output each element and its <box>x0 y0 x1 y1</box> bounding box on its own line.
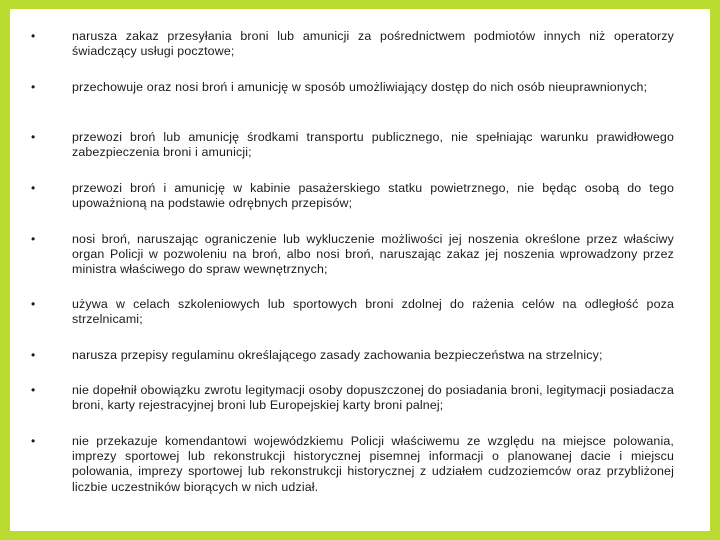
bullet-point-icon: • <box>31 80 36 94</box>
list-item-text: przewozi broń lub amunicję środkami transportu publicznego, nie spełniając warunku prawidłowego zabezpieczenia broni i amunicji; <box>72 130 674 160</box>
list-item-text: nie dopełnił obowiązku zwrotu legitymacji osoby dopuszczonej do posiadania broni, legitymacji posiadacza broni, karty rejestracyjnej broni lub Europejskiej karty broni palnej; <box>72 383 674 413</box>
bullet-point-icon: • <box>31 383 36 397</box>
slide-content <box>10 9 710 531</box>
bullet-point-icon: • <box>31 297 36 311</box>
list-item-text: nie przekazuje komendantowi wojewódzkiemu Policji właściwemu ze względu na miejsce polowania, imprezy sportowej lub rekonstrukcji historycznej pisemnej informacji o planowanej dacie i miejscu polowania, imprezy sportowej lub rekonstrukcji historycznej z udziałem cudzoziemców oraz przybliżonej liczbie uczestników biorących w nich udział. <box>72 434 674 494</box>
bullet-point-icon: • <box>31 29 36 43</box>
list-item-text: narusza przepisy regulaminu określającego zasady zachowania bezpieczeństwa na strzelnicy; <box>72 348 603 362</box>
list-item-text: nosi broń, naruszając ograniczenie lub wykluczenie możliwości jej noszenia określone przez właściwy organ Policji w pozwoleniu na broń, albo nosi broń, naruszając zakaz jej noszenia wprowadzony przez ministra właściwego do spraw wewnętrznych; <box>72 232 674 277</box>
bullet-point-icon: • <box>31 130 36 144</box>
list-item-text: używa w celach szkoleniowych lub sportowych broni zdolnej do rażenia celów na odległość poza strzelnicami; <box>72 297 674 327</box>
bullet-point-icon: • <box>31 434 36 448</box>
bullet-point-icon: • <box>31 232 36 246</box>
list-item-text: przechowuje oraz nosi broń i amunicję w sposób umożliwiający dostęp do nich osób nieuprawnionych; <box>72 80 648 94</box>
list-item-text: przewozi broń i amunicję w kabinie pasażerskiego statku powietrznego, nie będąc osobą do tego upoważnioną na podstawie odrębnych przepisów; <box>72 181 674 211</box>
list-item-text: narusza zakaz przesyłania broni lub amunicji za pośrednictwem podmiotów innych niż operatorzy świadczący usługi pocztowe; <box>72 29 674 59</box>
bullet-point-icon: • <box>31 348 36 362</box>
bullet-point-icon: • <box>31 181 36 195</box>
